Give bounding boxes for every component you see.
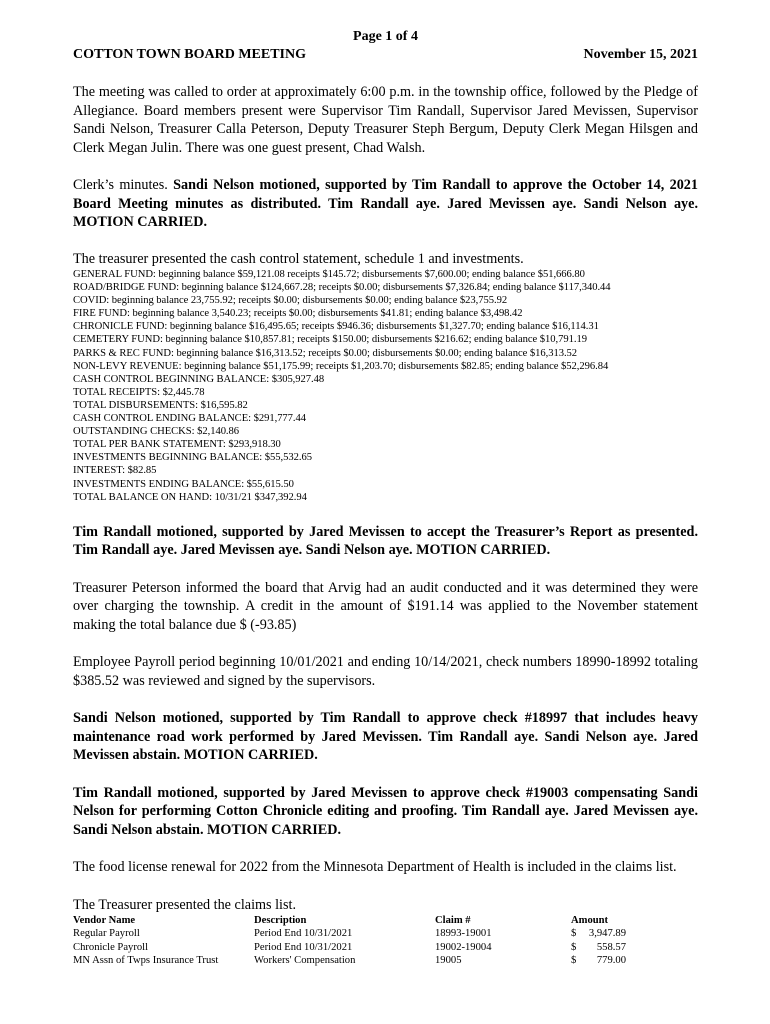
- claim-amount: [571, 941, 641, 954]
- claims-row: [73, 927, 641, 940]
- financial-line: INVESTMENTS ENDING BALANCE: $55,615.50: [73, 478, 294, 490]
- claim-number: 19002-19004: [435, 941, 492, 953]
- claim-vendor: Chronicle Payroll: [73, 941, 149, 953]
- claim-description: Period End 10/31/2021: [254, 928, 353, 940]
- financial-line: FIRE FUND: beginning balance 3,540.23; receipts $0.00; disbursements $41.81; ending balance $3,498.42: [73, 308, 523, 320]
- financial-line: ROAD/BRIDGE FUND: beginning balance $124,667.28; receipts $0.00; disbursements $7,326.84; ending balance $117,340.44: [73, 282, 611, 294]
- claim-description: Period End 10/31/2021: [254, 941, 353, 953]
- payroll-paragraph: Employee Payroll period beginning 10/01/2021 and ending 10/14/2021, check numbers 18990-18992 totaling $385.52 was reviewed and signed by the supervisors.: [73, 654, 698, 689]
- financial-line: OUTSTANDING CHECKS: $2,140.86: [73, 426, 240, 438]
- claim-amount-value: 558.57: [596, 941, 626, 953]
- financial-line: INVESTMENTS BEGINNING BALANCE: $55,532.65: [73, 452, 312, 464]
- meeting-date: November 15, 2021: [583, 47, 698, 62]
- treasurer-intro: The treasurer presented the cash control statement, schedule 1 and investments.: [73, 250, 524, 267]
- clerks-minutes-motion: Sandi Nelson motioned, supported by Tim Randall to approve the October 14, 2021 Board Meeting minutes as distributed. Tim Randall aye. Jared Mevissen aye. Sandi Nelson aye. MOTION CARRIED.: [73, 177, 698, 230]
- claims-table: [73, 914, 641, 967]
- financial-line: TOTAL PER BANK STATEMENT: $293,918.30: [73, 439, 281, 451]
- financial-line: GENERAL FUND: beginning balance $59,121.08 receipts $145.72; disbursements $7,600.00; ending balance $51,666.80: [73, 269, 585, 280]
- claim-amount: [571, 954, 641, 967]
- claims-header-row: [73, 914, 641, 927]
- financial-line: TOTAL DISBURSEMENTS: $16,595.82: [73, 399, 248, 411]
- claim-number: 18993-19001: [435, 928, 492, 940]
- financial-line: TOTAL RECEIPTS: $2,445.78: [73, 386, 205, 398]
- financial-line: CEMETERY FUND: beginning balance $10,857.81; receipts $150.00; disbursements $216.62; ending balance $10,791.19: [73, 334, 587, 346]
- motion-check-18997: Sandi Nelson motioned, supported by Tim Randall to approve check #18997 that includes heavy maintenance road work performed by Jared Mevissen. Tim Randall aye. Sandi Nelson aye. Jared Mevissen abstain. MOTION CARRIED.: [73, 710, 698, 764]
- document-page: [73, 28, 698, 967]
- page-number: Page 1 of 4: [353, 29, 418, 44]
- claim-currency: $: [571, 955, 577, 967]
- financial-line: INTEREST: $82.85: [73, 465, 157, 477]
- clerks-minutes-paragraph: [73, 176, 698, 232]
- clerks-minutes-lead: Clerk’s minutes.: [73, 177, 174, 193]
- financial-line: CASH CONTROL BEGINNING BALANCE: $305,927.48: [73, 373, 325, 385]
- financial-statement: [73, 268, 698, 504]
- claim-amount-value: 3,947.89: [588, 928, 626, 940]
- claim-currency: $: [571, 941, 577, 953]
- claim-description: Workers' Compensation: [254, 955, 356, 967]
- claims-row: [73, 954, 641, 967]
- treasurer-report-motion: Tim Randall motioned, supported by Jared Mevissen to accept the Treasurer’s Report as presented. Tim Randall aye. Jared Mevissen aye. Sandi Nelson aye. MOTION CARRIED.: [73, 523, 698, 559]
- financial-line: CASH CONTROL ENDING BALANCE: $291,777.44: [73, 413, 307, 425]
- financial-line: NON-LEVY REVENUE: beginning balance $51,175.99; receipts $1,203.70; disbursements $82.85; ending balance $52,296.84: [73, 360, 609, 372]
- financial-line: PARKS & REC FUND: beginning balance $16,313.52; receipts $0.00; disbursements $0.00; ending balance $16,313.52: [73, 347, 578, 359]
- claims-intro: The Treasurer presented the claims list.: [73, 896, 297, 913]
- claims-header-amount: Amount: [571, 915, 609, 927]
- claim-vendor: Regular Payroll: [73, 928, 140, 940]
- claims-row: [73, 941, 641, 954]
- claim-vendor: MN Assn of Twps Insurance Trust: [73, 955, 219, 967]
- claims-header-description: Description: [254, 915, 307, 927]
- motion-check-19003: Tim Randall motioned, supported by Jared Mevissen to approve check #19003 compensating Sandi Nelson for performing Cotton Chronicle editing and proofing. Tim Randall aye. Jared Mevissen aye. Sandi Nelson abstain. MOTION CARRIED.: [73, 784, 698, 838]
- food-license-paragraph: The food license renewal for 2022 from the Minnesota Department of Health is included in the claims list.: [73, 859, 677, 876]
- document-header: [73, 46, 698, 64]
- claim-number: 19005: [435, 955, 462, 967]
- opening-paragraph: The meeting was called to order at approximately 6:00 p.m. in the township office, followed by the Pledge of Allegiance. Board members present were Supervisor Tim Randall, Supervisor Jared Mevissen, Supervisor Sandi Nelson, Treasurer Calla Peterson, Deputy Treasurer Steph Bergum, Deputy Clerk Megan Hilsgen and Clerk Megan Julin. There was one guest present, Chad Walsh.: [73, 84, 698, 156]
- financial-line: CHRONICLE FUND: beginning balance $16,495.65; receipts $946.36; disbursements $1,327.70; ending balance $16,114.31: [73, 321, 599, 333]
- claim-currency: $: [571, 928, 577, 940]
- arvig-paragraph: Treasurer Peterson informed the board that Arvig had an audit conducted and it was determined they were over charging the township. A credit in the amount of $191.14 was applied to the November statement making the total balance due $ (-93.85): [73, 579, 698, 633]
- claim-amount: [571, 927, 641, 940]
- claims-header-vendor: Vendor Name: [73, 915, 136, 927]
- claims-header-claim: Claim #: [435, 915, 471, 927]
- claim-amount-value: 779.00: [596, 955, 626, 967]
- financial-line: COVID: beginning balance 23,755.92; receipts $0.00; disbursements $0.00; ending balance $23,755.92: [73, 295, 508, 307]
- claims-body: [73, 927, 641, 967]
- financial-line: TOTAL BALANCE ON HAND: 10/31/21 $347,392.94: [73, 491, 307, 503]
- document-title: COTTON TOWN BOARD MEETING: [73, 47, 306, 62]
